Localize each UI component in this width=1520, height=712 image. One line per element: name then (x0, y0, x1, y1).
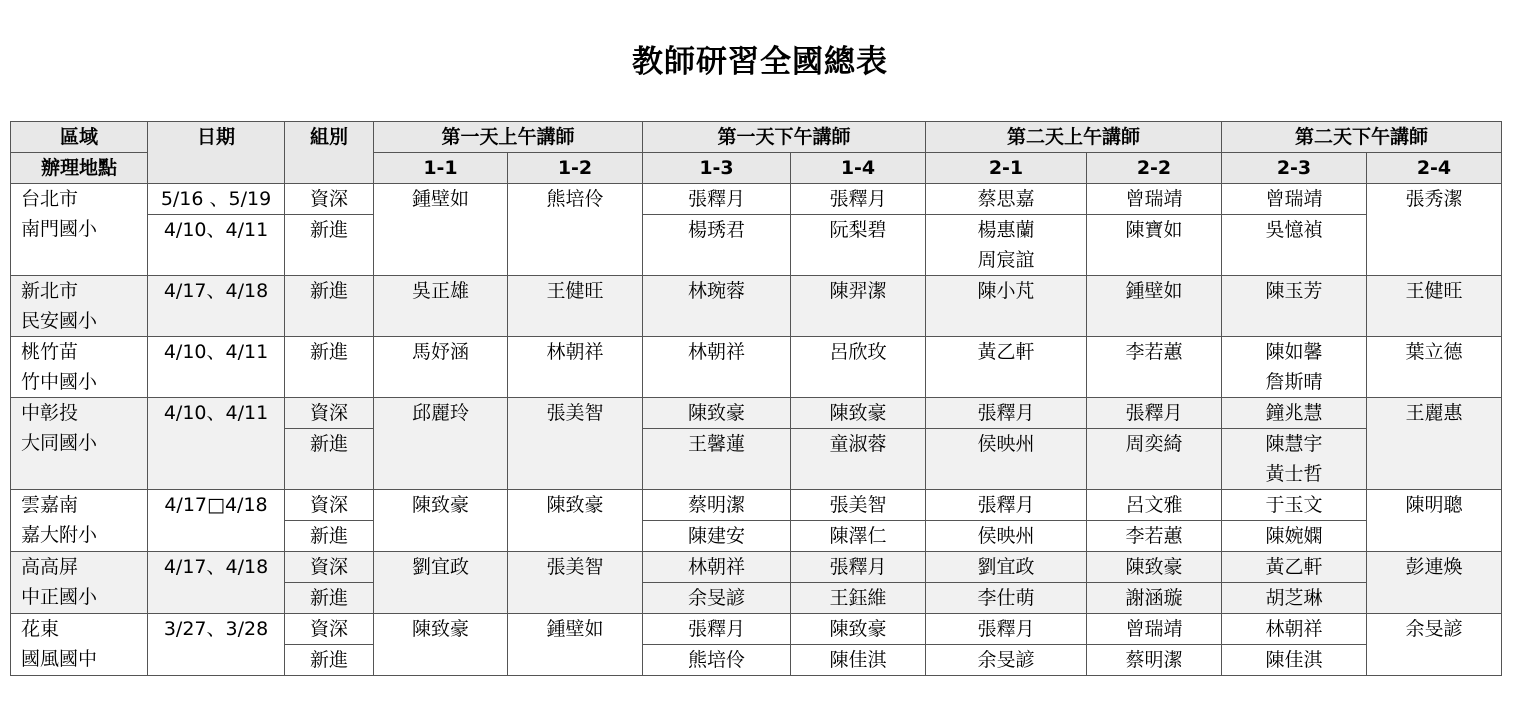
group-cell: 新進 (285, 645, 374, 676)
col-day2-pm: 第二天下午講師 (1222, 122, 1502, 153)
lecturer-cell: 曾瑞靖 (1087, 614, 1222, 645)
venue-name: 嘉大附小 (21, 524, 98, 546)
lecturer-cell: 蔡明潔 (1087, 645, 1222, 676)
lecturer-cell: 林朝祥 (643, 552, 791, 583)
lecturer-cell: 陳玉芳 (1222, 276, 1367, 337)
lecturer-cell: 胡芝琳 (1222, 583, 1367, 614)
venue-name: 竹中國小 (21, 371, 98, 393)
lecturer-cell: 曾瑞靖 (1087, 184, 1222, 215)
region-cell (11, 398, 148, 490)
group-cell: 新進 (285, 521, 374, 552)
lecturer-cell: 鐘兆慧 (1222, 398, 1367, 429)
lecturer-cell: 熊培伶 (643, 645, 791, 676)
lecturer-cell: 張美智 (508, 398, 643, 490)
col-session: 1-2 (508, 153, 643, 184)
col-session: 2-4 (1367, 153, 1502, 184)
venue-name: 南門國小 (21, 218, 98, 240)
lecturer-cell: 黃乙軒 (926, 337, 1087, 398)
table-row (11, 614, 1502, 645)
group-cell: 資深 (285, 184, 374, 215)
lecturer-cell: 陳致豪 (1087, 552, 1222, 583)
lecturer-cell: 陳小芃 (926, 276, 1087, 337)
date-cell: 4/10、4/11 (148, 337, 285, 398)
lecturer-cell: 王鈺維 (791, 583, 926, 614)
lecturer-cell: 李若蕙 (1087, 521, 1222, 552)
col-session: 1-4 (791, 153, 926, 184)
lecturer-cell: 馬妤涵 (374, 337, 508, 398)
lecturer-name: 黃士哲 (1265, 463, 1323, 485)
lecturer-cell: 曾瑞靖 (1222, 184, 1367, 215)
lecturer-cell: 陳羿潔 (791, 276, 926, 337)
lecturer-cell: 陳婉嫻 (1222, 521, 1367, 552)
lecturer-cell: 熊培伶 (508, 184, 643, 276)
lecturer-cell: 陳致豪 (508, 490, 643, 552)
lecturer-cell: 楊琇君 (643, 215, 791, 276)
col-day1-pm: 第一天下午講師 (643, 122, 926, 153)
lecturer-cell (1222, 337, 1367, 398)
lecturer-cell: 周奕綺 (1087, 429, 1222, 490)
lecturer-cell: 鍾壁如 (508, 614, 643, 676)
lecturer-name: 陳如馨 (1265, 341, 1323, 363)
region-cell (11, 614, 148, 676)
page-title: 教師研習全國總表 (632, 44, 888, 80)
lecturer-cell: 吳正雄 (374, 276, 508, 337)
group-cell: 資深 (285, 552, 374, 583)
group-cell: 資深 (285, 398, 374, 429)
venue-name: 中正國小 (21, 586, 98, 608)
lecturer-cell: 張美智 (508, 552, 643, 614)
col-day1-am: 第一天上午講師 (374, 122, 643, 153)
lecturer-cell: 侯映州 (926, 521, 1087, 552)
region-name: 雲嘉南 (21, 494, 79, 516)
region-cell (11, 552, 148, 614)
region-name: 新北市 (21, 280, 79, 302)
lecturer-cell: 王健旺 (1367, 276, 1502, 337)
venue-name: 國風國中 (21, 648, 98, 670)
lecturer-cell: 陳佳淇 (1222, 645, 1367, 676)
lecturer-cell: 張釋月 (791, 184, 926, 215)
col-session: 2-1 (926, 153, 1087, 184)
region-cell (11, 276, 148, 337)
date-cell: 4/17、4/18 (148, 552, 285, 614)
schedule-table (10, 121, 1502, 676)
lecturer-cell: 鍾壁如 (1087, 276, 1222, 337)
lecturer-cell: 陳致豪 (643, 398, 791, 429)
date-cell: 4/10、4/11 (148, 215, 285, 276)
lecturer-cell: 張釋月 (643, 184, 791, 215)
lecturer-cell: 張釋月 (1087, 398, 1222, 429)
group-cell: 資深 (285, 490, 374, 521)
lecturer-cell: 陳明聰 (1367, 490, 1502, 552)
group-cell: 新進 (285, 215, 374, 276)
date-cell: 4/17、4/18 (148, 276, 285, 337)
lecturer-cell (1222, 429, 1367, 490)
region-cell (11, 490, 148, 552)
lecturer-cell: 謝涵璇 (1087, 583, 1222, 614)
region-name: 桃竹苗 (21, 341, 79, 363)
lecturer-cell: 林琬蓉 (643, 276, 791, 337)
lecturer-cell: 劉宜政 (926, 552, 1087, 583)
group-cell: 新進 (285, 429, 374, 490)
region-name: 花東 (21, 618, 60, 640)
date-cell: 4/17□4/18 (148, 490, 285, 552)
lecturer-cell: 呂欣玫 (791, 337, 926, 398)
lecturer-cell: 陳致豪 (374, 614, 508, 676)
lecturer-cell: 李仕萌 (926, 583, 1087, 614)
col-group: 組別 (285, 122, 374, 184)
lecturer-cell: 林朝祥 (1222, 614, 1367, 645)
col-region: 區域 (11, 122, 148, 153)
lecturer-cell: 彭連煥 (1367, 552, 1502, 614)
lecturer-cell: 張釋月 (926, 490, 1087, 521)
lecturer-cell: 鍾壁如 (374, 184, 508, 276)
lecturer-cell: 余旻諺 (926, 645, 1087, 676)
lecturer-cell (926, 215, 1087, 276)
lecturer-cell: 于玉文 (1222, 490, 1367, 521)
lecturer-cell: 林朝祥 (643, 337, 791, 398)
table-row (11, 398, 1502, 429)
lecturer-cell: 林朝祥 (508, 337, 643, 398)
group-cell: 新進 (285, 276, 374, 337)
col-session: 2-2 (1087, 153, 1222, 184)
lecturer-cell: 陳佳淇 (791, 645, 926, 676)
lecturer-name: 詹斯晴 (1265, 371, 1323, 393)
lecturer-cell: 張釋月 (791, 552, 926, 583)
region-cell (11, 184, 148, 276)
lecturer-cell: 李若蕙 (1087, 337, 1222, 398)
lecturer-cell: 陳澤仁 (791, 521, 926, 552)
date-cell: 3/27、3/28 (148, 614, 285, 676)
lecturer-cell: 張釋月 (926, 614, 1087, 645)
lecturer-cell: 黃乙軒 (1222, 552, 1367, 583)
lecturer-cell: 呂文雅 (1087, 490, 1222, 521)
table-row (11, 184, 1502, 215)
lecturer-cell: 侯映州 (926, 429, 1087, 490)
lecturer-cell: 阮梨碧 (791, 215, 926, 276)
venue-name: 民安國小 (21, 310, 98, 332)
col-session: 1-3 (643, 153, 791, 184)
col-session: 1-1 (374, 153, 508, 184)
lecturer-cell: 王馨蓮 (643, 429, 791, 490)
lecturer-cell: 葉立德 (1367, 337, 1502, 398)
group-cell: 新進 (285, 337, 374, 398)
lecturer-cell: 陳致豪 (791, 398, 926, 429)
col-date: 日期 (148, 122, 285, 184)
lecturer-cell: 王健旺 (508, 276, 643, 337)
lecturer-cell: 張美智 (791, 490, 926, 521)
lecturer-cell: 蔡明潔 (643, 490, 791, 521)
lecturer-cell: 劉宜政 (374, 552, 508, 614)
table-row (11, 215, 1502, 276)
lecturer-cell: 陳致豪 (791, 614, 926, 645)
col-session: 2-3 (1222, 153, 1367, 184)
lecturer-cell: 余旻諺 (1367, 614, 1502, 676)
lecturer-cell: 童淑蓉 (791, 429, 926, 490)
lecturer-cell: 邱麗玲 (374, 398, 508, 490)
date-cell: 4/10、4/11 (148, 398, 285, 490)
table-header (11, 122, 1502, 184)
lecturer-cell: 吳憶禎 (1222, 215, 1367, 276)
lecturer-cell: 余旻諺 (643, 583, 791, 614)
table-row (11, 552, 1502, 583)
lecturer-name: 陳慧宇 (1265, 433, 1323, 455)
col-day2-am: 第二天上午講師 (926, 122, 1222, 153)
lecturer-cell: 張釋月 (643, 614, 791, 645)
lecturer-cell: 張釋月 (926, 398, 1087, 429)
group-cell: 資深 (285, 614, 374, 645)
lecturer-cell: 陳寶如 (1087, 215, 1222, 276)
lecturer-cell: 陳建安 (643, 521, 791, 552)
venue-name: 大同國小 (21, 432, 98, 454)
date-cell: 5/16 、5/19 (148, 184, 285, 215)
lecturer-name: 楊惠蘭 (977, 219, 1035, 241)
lecturer-cell: 張秀潔 (1367, 184, 1502, 276)
region-cell (11, 337, 148, 398)
region-name: 中彰投 (21, 402, 79, 424)
lecturer-cell: 陳致豪 (374, 490, 508, 552)
group-cell: 新進 (285, 583, 374, 614)
lecturer-name: 周宸誼 (977, 249, 1035, 271)
table-row (11, 276, 1502, 337)
lecturer-cell: 王麗惠 (1367, 398, 1502, 490)
table-row (11, 337, 1502, 398)
col-venue: 辦理地點 (11, 153, 148, 184)
table-row (11, 490, 1502, 521)
region-name: 台北市 (21, 188, 79, 210)
region-name: 高高屏 (21, 556, 79, 578)
lecturer-cell: 蔡思嘉 (926, 184, 1087, 215)
